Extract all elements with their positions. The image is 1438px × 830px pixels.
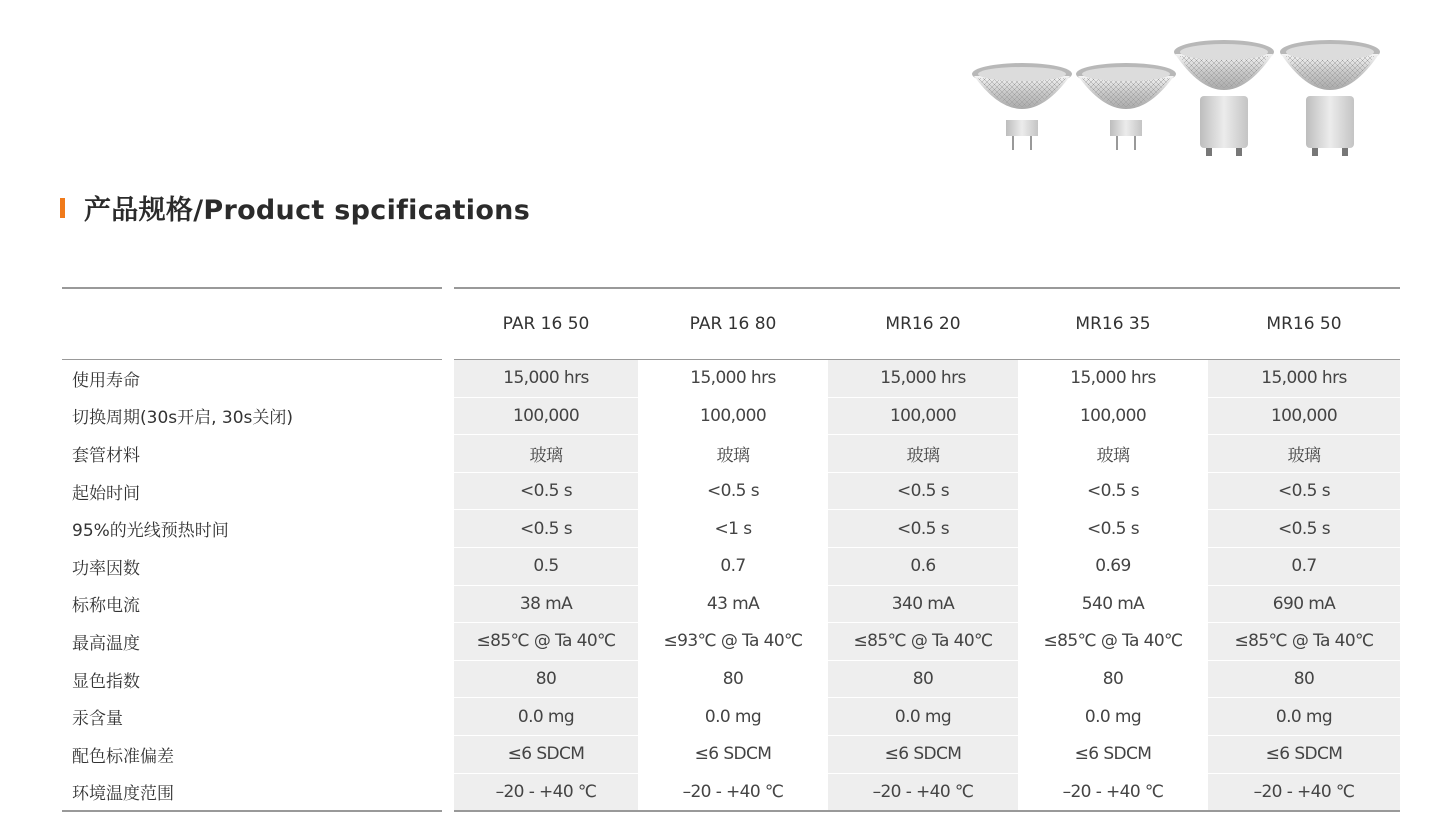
table-cell: 0.6 [828,547,1018,585]
table-cell: 0.69 [1018,547,1208,585]
table-row [62,472,1400,510]
table-cell: 15,000 hrs [828,360,1018,398]
table-cell: ≤93℃ @ Ta 40℃ [638,623,828,661]
column-header: PAR 16 50 [448,288,638,360]
row-label: 切换周期(30s开启, 30s关闭) [62,397,448,435]
table-row [62,660,1400,698]
table-cell: ≤6 SDCM [1018,735,1208,773]
row-label: 标称电流 [62,585,448,623]
row-label: 起始时间 [62,472,448,510]
table-cell: 80 [828,660,1018,698]
column-header: MR16 35 [1018,288,1208,360]
table-cell: 100,000 [828,397,1018,435]
table-cell: 100,000 [638,397,828,435]
row-label: 环境温度范围 [62,773,448,811]
column-header: PAR 16 80 [638,288,828,360]
table-row [62,623,1400,661]
gu10-bulb-icon [1174,40,1274,156]
table-row [62,510,1400,548]
page-title: 产品规格/Product spcifications [84,195,531,226]
row-label: 汞含量 [62,698,448,736]
row-label: 使用寿命 [62,360,448,398]
title-accent-bar [60,198,65,218]
table-row [62,397,1400,435]
table-cell: 80 [1208,660,1400,698]
gu10-bulb-icon [1280,40,1380,156]
table-cell: ≤85℃ @ Ta 40℃ [828,623,1018,661]
table-cell: 玻璃 [638,435,828,473]
table-cell: <0.5 s [828,510,1018,548]
table-cell: 15,000 hrs [1018,360,1208,398]
table-cell: 340 mA [828,585,1018,623]
table-cell: –20 - +40 ℃ [448,773,638,811]
table-cell: 100,000 [1208,397,1400,435]
table-cell: 15,000 hrs [1208,360,1400,398]
table-row [62,698,1400,736]
row-label: 功率因数 [62,547,448,585]
table-cell: <0.5 s [1208,510,1400,548]
column-header: MR16 50 [1208,288,1400,360]
table-cell: <1 s [638,510,828,548]
table-cell: 玻璃 [1208,435,1400,473]
table-cell: 0.7 [638,547,828,585]
row-label: 配色标准偏差 [62,735,448,773]
table-cell: 0.0 mg [1018,698,1208,736]
table-cell: <0.5 s [828,472,1018,510]
table-cell: <0.5 s [448,472,638,510]
table-row [62,360,1400,398]
table-cell: ≤85℃ @ Ta 40℃ [1018,623,1208,661]
table-cell: 0.0 mg [638,698,828,736]
table-row [62,435,1400,473]
table-cell: ≤6 SDCM [448,735,638,773]
table-cell: 690 mA [1208,585,1400,623]
table-cell: 38 mA [448,585,638,623]
table-row [62,735,1400,773]
table-cell: ≤85℃ @ Ta 40℃ [448,623,638,661]
table-cell: <0.5 s [1018,472,1208,510]
led-bulb-products-image [966,34,1386,168]
table-cell: –20 - +40 ℃ [1208,773,1400,811]
table-cell: 玻璃 [448,435,638,473]
mr16-bulb-icon [1076,63,1176,150]
table-cell: 玻璃 [828,435,1018,473]
row-label: 95%的光线预热时间 [62,510,448,548]
table-cell: 80 [1018,660,1208,698]
table-cell: 43 mA [638,585,828,623]
table-cell: <0.5 s [1208,472,1400,510]
table-cell: 100,000 [448,397,638,435]
table-cell: 0.0 mg [448,698,638,736]
column-header: MR16 20 [828,288,1018,360]
table-row [62,585,1400,623]
table-cell: 0.0 mg [1208,698,1400,736]
table-cell: 15,000 hrs [448,360,638,398]
table-cell: 540 mA [1018,585,1208,623]
table-cell: 100,000 [1018,397,1208,435]
table-header-row [62,288,1400,360]
table-cell: ≤6 SDCM [638,735,828,773]
table-cell: ≤6 SDCM [828,735,1018,773]
table-corner-cell [62,288,448,360]
table-cell: 0.0 mg [828,698,1018,736]
table-row [62,547,1400,585]
table-cell: <0.5 s [1018,510,1208,548]
table-row [62,773,1400,811]
table-cell: ≤6 SDCM [1208,735,1400,773]
row-label: 套管材料 [62,435,448,473]
table-cell: ≤85℃ @ Ta 40℃ [1208,623,1400,661]
row-label: 显色指数 [62,660,448,698]
table-cell: <0.5 s [448,510,638,548]
row-label: 最高温度 [62,623,448,661]
table-cell: 15,000 hrs [638,360,828,398]
spec-table [62,287,1400,812]
table-cell: 玻璃 [1018,435,1208,473]
table-cell: 80 [638,660,828,698]
table-cell: 0.5 [448,547,638,585]
mr16-bulb-icon [972,63,1072,150]
table-cell: –20 - +40 ℃ [1018,773,1208,811]
table-cell: 0.7 [1208,547,1400,585]
table-cell: <0.5 s [638,472,828,510]
table-cell: –20 - +40 ℃ [828,773,1018,811]
table-cell: –20 - +40 ℃ [638,773,828,811]
table-cell: 80 [448,660,638,698]
